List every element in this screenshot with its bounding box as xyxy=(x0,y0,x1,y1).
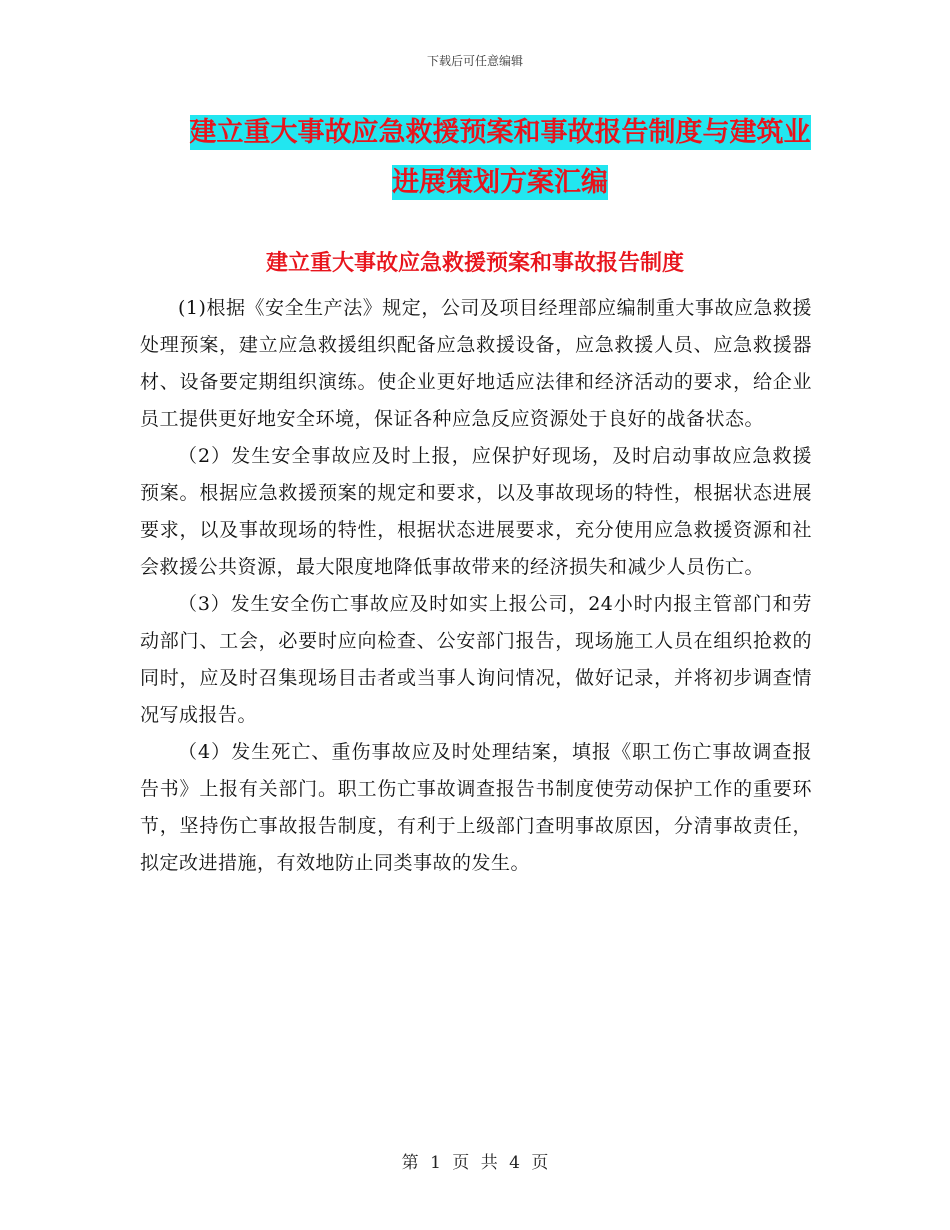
paragraph-3: （3）发生安全伤亡事故应及时如实上报公司，24小时内报主管部门和劳动部门、工会，必要时应向检查、公安部门报告，现场施工人员在组织抢救的同时，应及时召集现场目击者或当事人询问情况，做好记录，并将初步调查情况写成报告。 xyxy=(140,593,812,726)
page-header-note: 下载后可任意编辑 xyxy=(426,54,523,68)
paragraph-1: (1)根据《安全生产法》规定，公司及项目经理部应编制重大事故应急救援处理预案，建立应急救援组织配备应急救援设备，应急救援人员、应急救援器材、设备要定期组织演练。使企业更好地适应法律和经济活动的要求，给企业员工提供更好地安全环境，保证各种应急反应资源处于良好的战备状态。 xyxy=(140,297,812,430)
paragraph-2: （2）发生安全事故应及时上报，应保护好现场，及时启动事故应急救援预案。根据应急救援预案的规定和要求，以及事故现场的特性，根据状态进展要求，以及事故现场的特性，根据状态进展要求，充分使用应急救援资源和社会救援公共资源，最大限度地降低事故带来的经济损失和减少人员伤亡。 xyxy=(140,445,812,578)
document-body xyxy=(140,290,812,882)
document-title-line-2: 进展策划方案汇编 xyxy=(392,167,608,198)
document-title-line-1: 建立重大事故应急救援预案和事故报告制度与建筑业 xyxy=(189,117,811,148)
paragraph-4: （4）发生死亡、重伤事故应及时处理结案，填报《职工伤亡事故调查报告书》上报有关部门。职工伤亡事故调查报告书制度使劳动保护工作的重要环节，坚持伤亡事故报告制度，有利于上级部门查明事故原因，分清事故责任，拟定改进措施，有效地防止同类事故的发生。 xyxy=(140,741,812,874)
document-title xyxy=(140,108,860,208)
section-title: 建立重大事故应急救援预案和事故报告制度 xyxy=(265,250,684,276)
page-number-footer: 第 1 页 共 4 页 xyxy=(401,1153,549,1173)
